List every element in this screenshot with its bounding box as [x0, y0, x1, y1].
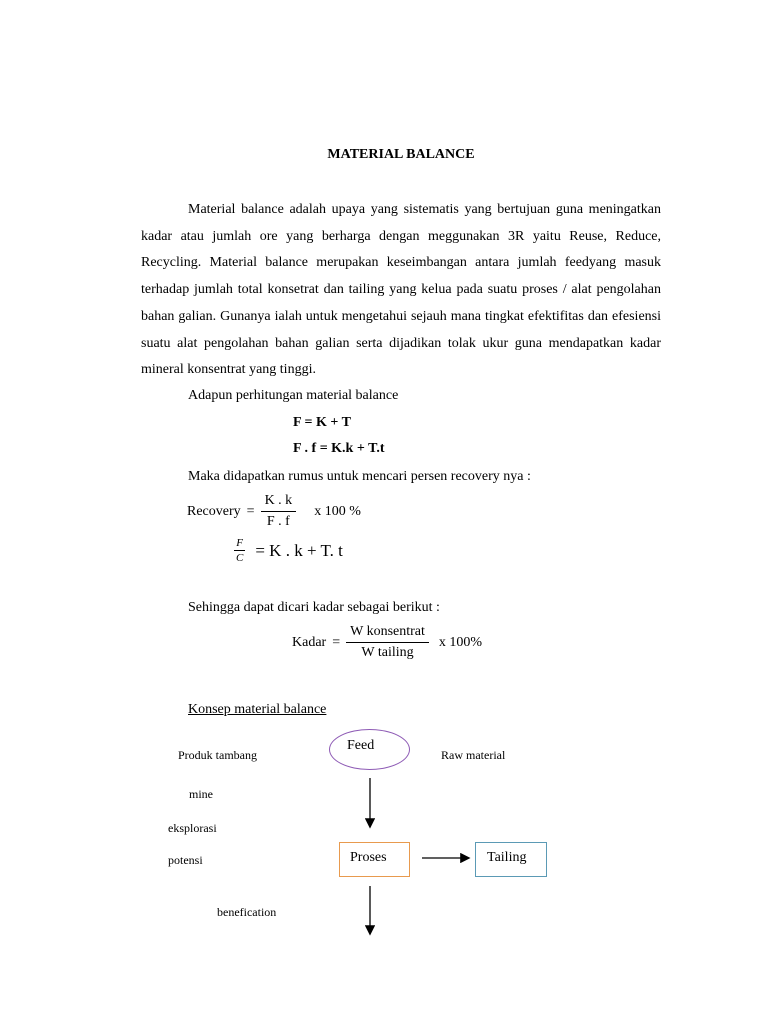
raw-material-label: Raw material — [441, 748, 506, 762]
recovery-denominator: F . f — [266, 514, 290, 529]
ratio-numerator: F — [236, 537, 244, 549]
feed-node — [329, 729, 410, 770]
recovery-multiplier: x 100 % — [314, 503, 361, 519]
tailing-label: Tailing — [487, 850, 527, 865]
produk-tambang-label: Produk tambang — [178, 748, 257, 762]
calc-intro: Adapun perhitungan material balance — [188, 388, 399, 403]
recovery-equals: = — [246, 503, 255, 519]
recovery-intro: Maka didapatkan rumus untuk mencari persen recovery nya : — [188, 469, 531, 484]
kadar-equals: = — [332, 634, 341, 650]
recovery-numerator: K . k — [261, 493, 297, 512]
mine-label: mine — [189, 787, 213, 801]
benefication-label: benefication — [217, 905, 277, 919]
potensi-label: potensi — [168, 853, 203, 867]
kadar-multiplier: x 100% — [438, 634, 483, 650]
kadar-denominator: W tailing — [361, 645, 414, 660]
eksplorasi-label: eksplorasi — [168, 821, 217, 835]
formula-mass-balance: F = K + T — [293, 415, 351, 430]
kadar-label: Kadar — [292, 634, 327, 650]
recovery-formula — [187, 493, 361, 530]
tailing-node — [475, 842, 547, 877]
ratio-rhs: = K . k + T. t — [255, 540, 343, 560]
concept-heading: Konsep material balance — [188, 702, 327, 717]
kadar-fraction — [346, 624, 429, 661]
proses-label: Proses — [350, 850, 387, 865]
ratio-formula — [234, 537, 343, 564]
recovery-fraction — [261, 493, 297, 530]
proses-node — [339, 842, 410, 877]
kadar-intro: Sehingga dapat dicari kadar sebagai berikut : — [188, 600, 440, 615]
ratio-denominator: C — [236, 552, 244, 564]
ratio-fraction — [234, 537, 245, 564]
kadar-numerator: W konsentrat — [346, 624, 429, 643]
recovery-label: Recovery — [187, 503, 241, 519]
kadar-formula — [292, 624, 482, 661]
page-title: MATERIAL BALANCE — [327, 147, 475, 162]
feed-label: Feed — [347, 738, 375, 753]
formula-component-balance: F . f = K.k + T.t — [293, 441, 385, 456]
intro-paragraph: Material balance adalah upaya yang sistematis yang bertujuan guna meningatkan kadar atau jumlah ore yang berharga dengan meggunakan 3R yaitu Reuse, Reduce, Recycling. Material balance merupakan keseimbangan antara jumlah feedyang masuk terhadap jumlah total konsetrat dan tailing yang kelua pada suatu proses / alat pengolahan bahan galian. Gunanya ialah untuk mengetahui sejauh mana tingkat efektifitas dan efesiensi suatu alat pengolahan bahan galian serta dijadikan tolak ukur guna mendapatkan kadar mineral konsentrat yang tinggi. — [141, 202, 661, 378]
